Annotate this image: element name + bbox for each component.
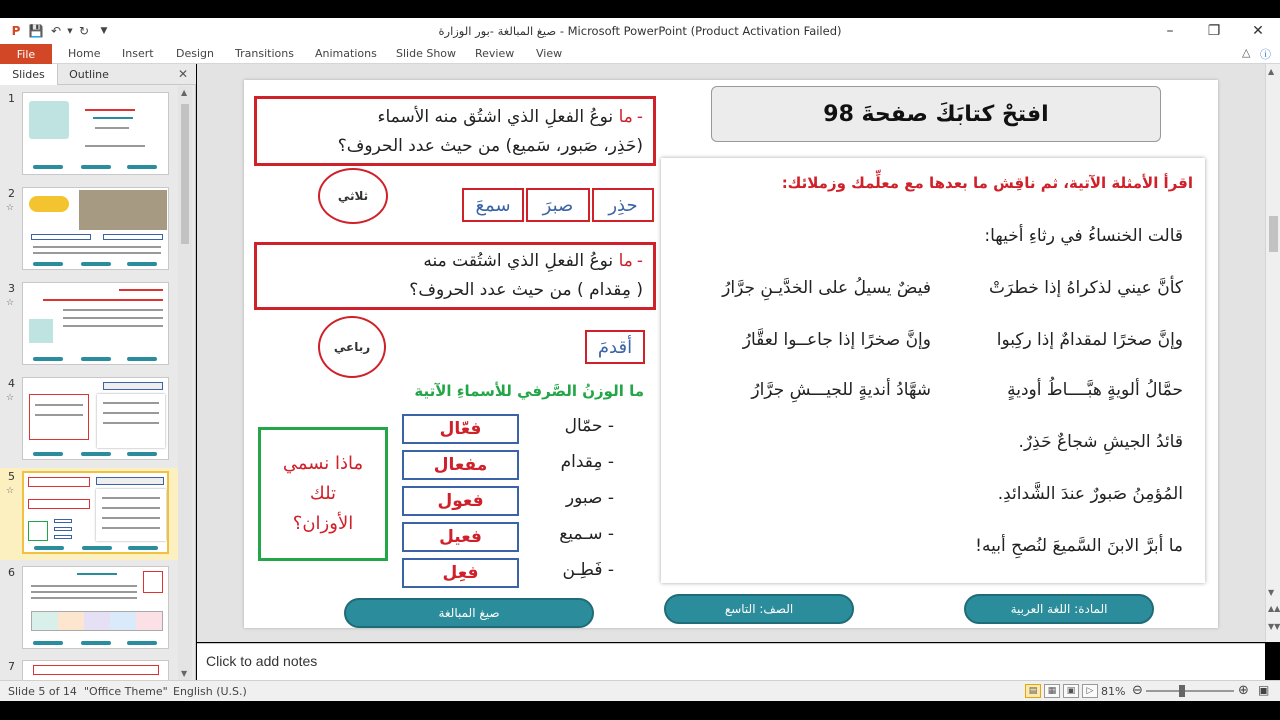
scrollbar-thumb[interactable] (1269, 216, 1278, 252)
language-indicator[interactable]: English (U.S.) (173, 685, 247, 698)
poem-intro: قالت الخنساءُ في رثاءِ أخيها: (984, 226, 1183, 246)
ribbon-tabs (0, 44, 1280, 64)
fit-slide-icon[interactable]: ▣ (1258, 683, 1270, 697)
scroll-down-icon[interactable]: ▼ (181, 669, 188, 678)
status-bar (0, 680, 1280, 701)
slide-sorter-view-icon[interactable]: ▦ (1044, 684, 1060, 698)
slide-thumbnail-6[interactable] (0, 564, 178, 654)
slide-show-view-icon[interactable]: ▷ (1082, 684, 1098, 698)
normal-view-icon[interactable]: ▤ (1025, 684, 1041, 698)
undo-icon[interactable]: ↶ (50, 24, 62, 38)
slides-pane (0, 64, 196, 680)
weight-word: - حمّال (564, 416, 614, 436)
poem-verse-left: شهَّادُ أنديةٍ للجيـــشِ جرَّارُ (751, 380, 931, 400)
slide-thumbnail-4[interactable] (0, 375, 178, 465)
minimize-ribbon-icon[interactable]: △ (1242, 46, 1251, 59)
tab-review[interactable]: Review (475, 47, 515, 60)
tab-slide-show[interactable]: Slide Show (396, 47, 457, 60)
scroll-up-icon[interactable]: ▲ (181, 88, 188, 97)
question-2-box[interactable]: -ما نوعُ الفعلِ الذي اشتُقت منه ( مِقدام ) من حيث عدد الحروف؟ (254, 242, 656, 310)
verb-box-samia[interactable]: سمعَ (462, 188, 524, 222)
close-window-icon[interactable]: ✕ (1252, 23, 1264, 39)
zoom-out-icon[interactable]: ⊖ (1132, 683, 1143, 698)
tab-view[interactable]: View (536, 47, 563, 60)
example-sentence: ما أبرَّ الابنَ السَّميعَ لنُصحِ أبيه! (975, 536, 1183, 556)
subject-pill: المادة: اللغة العربية (964, 594, 1154, 624)
animation-star-icon: ☆ (6, 393, 15, 403)
verb-box-aqdama[interactable]: أقدمَ (585, 330, 645, 364)
poem-verse-left: وإنَّ صخرًا إذا جاعــوا لعقَّارُ (742, 330, 931, 350)
scroll-down-icon[interactable]: ▼ (1268, 588, 1275, 597)
tab-outline[interactable]: Outline (69, 68, 109, 81)
previous-slide-icon[interactable]: ▲▲ (1268, 604, 1280, 613)
slide-counter: Slide 5 of 14 (8, 685, 77, 698)
help-icon[interactable]: ⓘ (1260, 48, 1271, 61)
animation-star-icon: ☆ (6, 298, 15, 308)
slide-thumbnail-7[interactable] (0, 658, 178, 680)
notes-pane[interactable] (197, 643, 1265, 680)
verb-box-hadhira[interactable]: حذِر (592, 188, 654, 222)
thumbnail-image (22, 282, 169, 365)
thumbnail-image (22, 566, 169, 649)
weight-row (402, 486, 614, 516)
tab-transitions[interactable]: Transitions (235, 47, 294, 60)
question-2-line-1: نوعُ الفعلِ الذي اشتُقت منه (423, 251, 614, 271)
open-book-banner[interactable]: افتحْ كتابَكَ صفحةَ 98 (711, 86, 1161, 142)
zoom-in-icon[interactable]: ⊕ (1238, 683, 1249, 698)
thumbnail-number: 5 (8, 470, 15, 483)
pane-tabs (0, 64, 196, 85)
tab-design[interactable]: Design (176, 47, 214, 60)
weight-row (402, 522, 614, 552)
poem-verse-right: حمَّالُ ألويةٍ هبَّــــاطُ أوديةٍ (1007, 380, 1183, 400)
thumbnail-number: 1 (8, 92, 15, 105)
answer-quadrilateral-circle[interactable]: رباعي (318, 316, 386, 378)
weight-pattern-box[interactable]: فعيل (402, 522, 519, 552)
naming-question-line: الأوزان؟ (292, 513, 354, 534)
instruction-text: اقرأ الأمثلة الآتية، ثم ناقِش ما بعدها مع معلِّمك وزملائك: (781, 174, 1193, 192)
next-slide-icon[interactable]: ▼▼ (1268, 622, 1280, 631)
tab-animations[interactable]: Animations (315, 47, 377, 60)
thumbnail-image (22, 187, 169, 270)
slide-thumbnail-1[interactable] (0, 90, 178, 180)
naming-question-line: تلك (309, 483, 337, 504)
example-sentence: قائدُ الجيشِ شجاعٌ حَذِرٌ. (1018, 432, 1183, 452)
poem-verse-right: وإنَّ صخرًا لمقدامٌ إذا ركِبوا (996, 330, 1183, 350)
customize-toolbar-icon[interactable]: ▼ (100, 26, 108, 36)
naming-question-box[interactable] (258, 427, 388, 561)
animation-star-icon: ☆ (6, 486, 15, 496)
zoom-slider-thumb[interactable] (1179, 685, 1185, 697)
thumbnail-image (22, 377, 169, 460)
slide-thumbnail-5[interactable] (0, 468, 178, 560)
thumbnail-number: 6 (8, 566, 15, 579)
thumbnail-image (22, 660, 169, 680)
weight-row (402, 414, 614, 444)
thumbnail-number: 3 (8, 282, 15, 295)
powerpoint-logo-icon: P (11, 24, 21, 38)
weight-word: - فَطِـن (562, 560, 614, 580)
weight-word: - سـميع (559, 524, 614, 544)
question-1-line-2: (حَذِر، صَبور، سَميع) من حيث عدد الحروف؟ (337, 136, 643, 156)
thumbnails-scrollbar[interactable] (178, 86, 192, 680)
slide-thumbnail-2[interactable] (0, 185, 178, 275)
restore-icon[interactable]: ❐ (1207, 23, 1221, 39)
reading-view-icon[interactable]: ▣ (1063, 684, 1079, 698)
animation-star-icon: ☆ (6, 203, 15, 213)
grade-pill: الصف: التاسع (664, 594, 854, 624)
examples-panel[interactable] (661, 158, 1205, 583)
weight-pattern-box[interactable]: فعِل (402, 558, 519, 588)
slide-thumbnail-3[interactable] (0, 280, 178, 370)
redo-icon[interactable]: ↻ (78, 24, 90, 38)
question-2-line-2: ( مِقدام ) من حيث عدد الحروف؟ (409, 280, 643, 300)
zoom-slider[interactable] (1146, 690, 1234, 692)
thumbnail-image (22, 471, 169, 554)
undo-dropdown-icon[interactable]: ▼ (67, 27, 73, 35)
lesson-title-pill: صيغ المبالغة (344, 598, 594, 628)
question-1-prefix: ما (618, 107, 633, 127)
question-2-prefix: ما (618, 251, 633, 271)
answer-trilateral-circle[interactable]: ثلاثي (318, 168, 388, 224)
tab-slides[interactable]: Slides (0, 64, 58, 85)
title-bar (0, 18, 1280, 44)
minimize-icon[interactable]: – (1166, 23, 1174, 39)
close-pane-icon[interactable]: ✕ (177, 67, 188, 81)
window-title: صيغ المبالغة -بور الوزارة - Microsoft PowerPoint (Product Activation Failed) (438, 24, 842, 38)
naming-question-line: ماذا نسمي (282, 453, 364, 474)
thumbnail-number: 4 (8, 377, 15, 390)
notes-placeholder[interactable]: Click to add notes (206, 653, 318, 669)
weight-row (402, 558, 614, 588)
theme-name[interactable]: "Office Theme" (84, 685, 168, 698)
thumbnail-number: 2 (8, 187, 15, 200)
scroll-up-icon[interactable]: ▲ (1268, 67, 1275, 76)
tab-home[interactable]: Home (68, 47, 101, 60)
zoom-level[interactable]: 81% (1101, 685, 1126, 698)
slide-canvas[interactable] (244, 80, 1218, 628)
poem-verse-right: كأنَّ عيني لذكراهُ إذا خطرَتْ (988, 278, 1183, 298)
thumbnail-number: 7 (8, 660, 15, 673)
weight-pattern-box[interactable]: فعّال (402, 414, 519, 444)
weight-word: - صبور (565, 488, 614, 508)
tab-file[interactable]: File (0, 44, 52, 64)
weight-word: - مِقدام (560, 452, 614, 472)
scrollbar-thumb[interactable] (181, 104, 189, 244)
weight-pattern-box[interactable]: مفعال (402, 450, 519, 480)
thumbnail-image (22, 92, 169, 175)
question-1-line-1: نوعُ الفعلِ الذي اشتُق منه الأسماء (377, 107, 614, 127)
question-1-box[interactable]: -ما نوعُ الفعلِ الذي اشتُق منه الأسماء (حَذِر، صَبور، سَميع) من حيث عدد الحروف؟ (254, 96, 656, 166)
weight-row (402, 450, 614, 480)
weight-pattern-box[interactable]: فعول (402, 486, 519, 516)
poem-verse-left: فيضٌ يسيلُ على الخدَّيـنِ جرَّارُ (722, 278, 931, 298)
verb-box-sabara[interactable]: صبرَ (526, 188, 590, 222)
example-sentence: المُؤمِنُ صَبورٌ عندَ الشَّدائدِ. (997, 484, 1183, 504)
slide-vertical-scrollbar[interactable] (1265, 64, 1280, 642)
weights-title: ما الوزنُ الصَّرفي للأسماءِ الآتية (414, 382, 644, 400)
save-icon[interactable]: 💾 (28, 24, 44, 38)
tab-insert[interactable]: Insert (122, 47, 154, 60)
